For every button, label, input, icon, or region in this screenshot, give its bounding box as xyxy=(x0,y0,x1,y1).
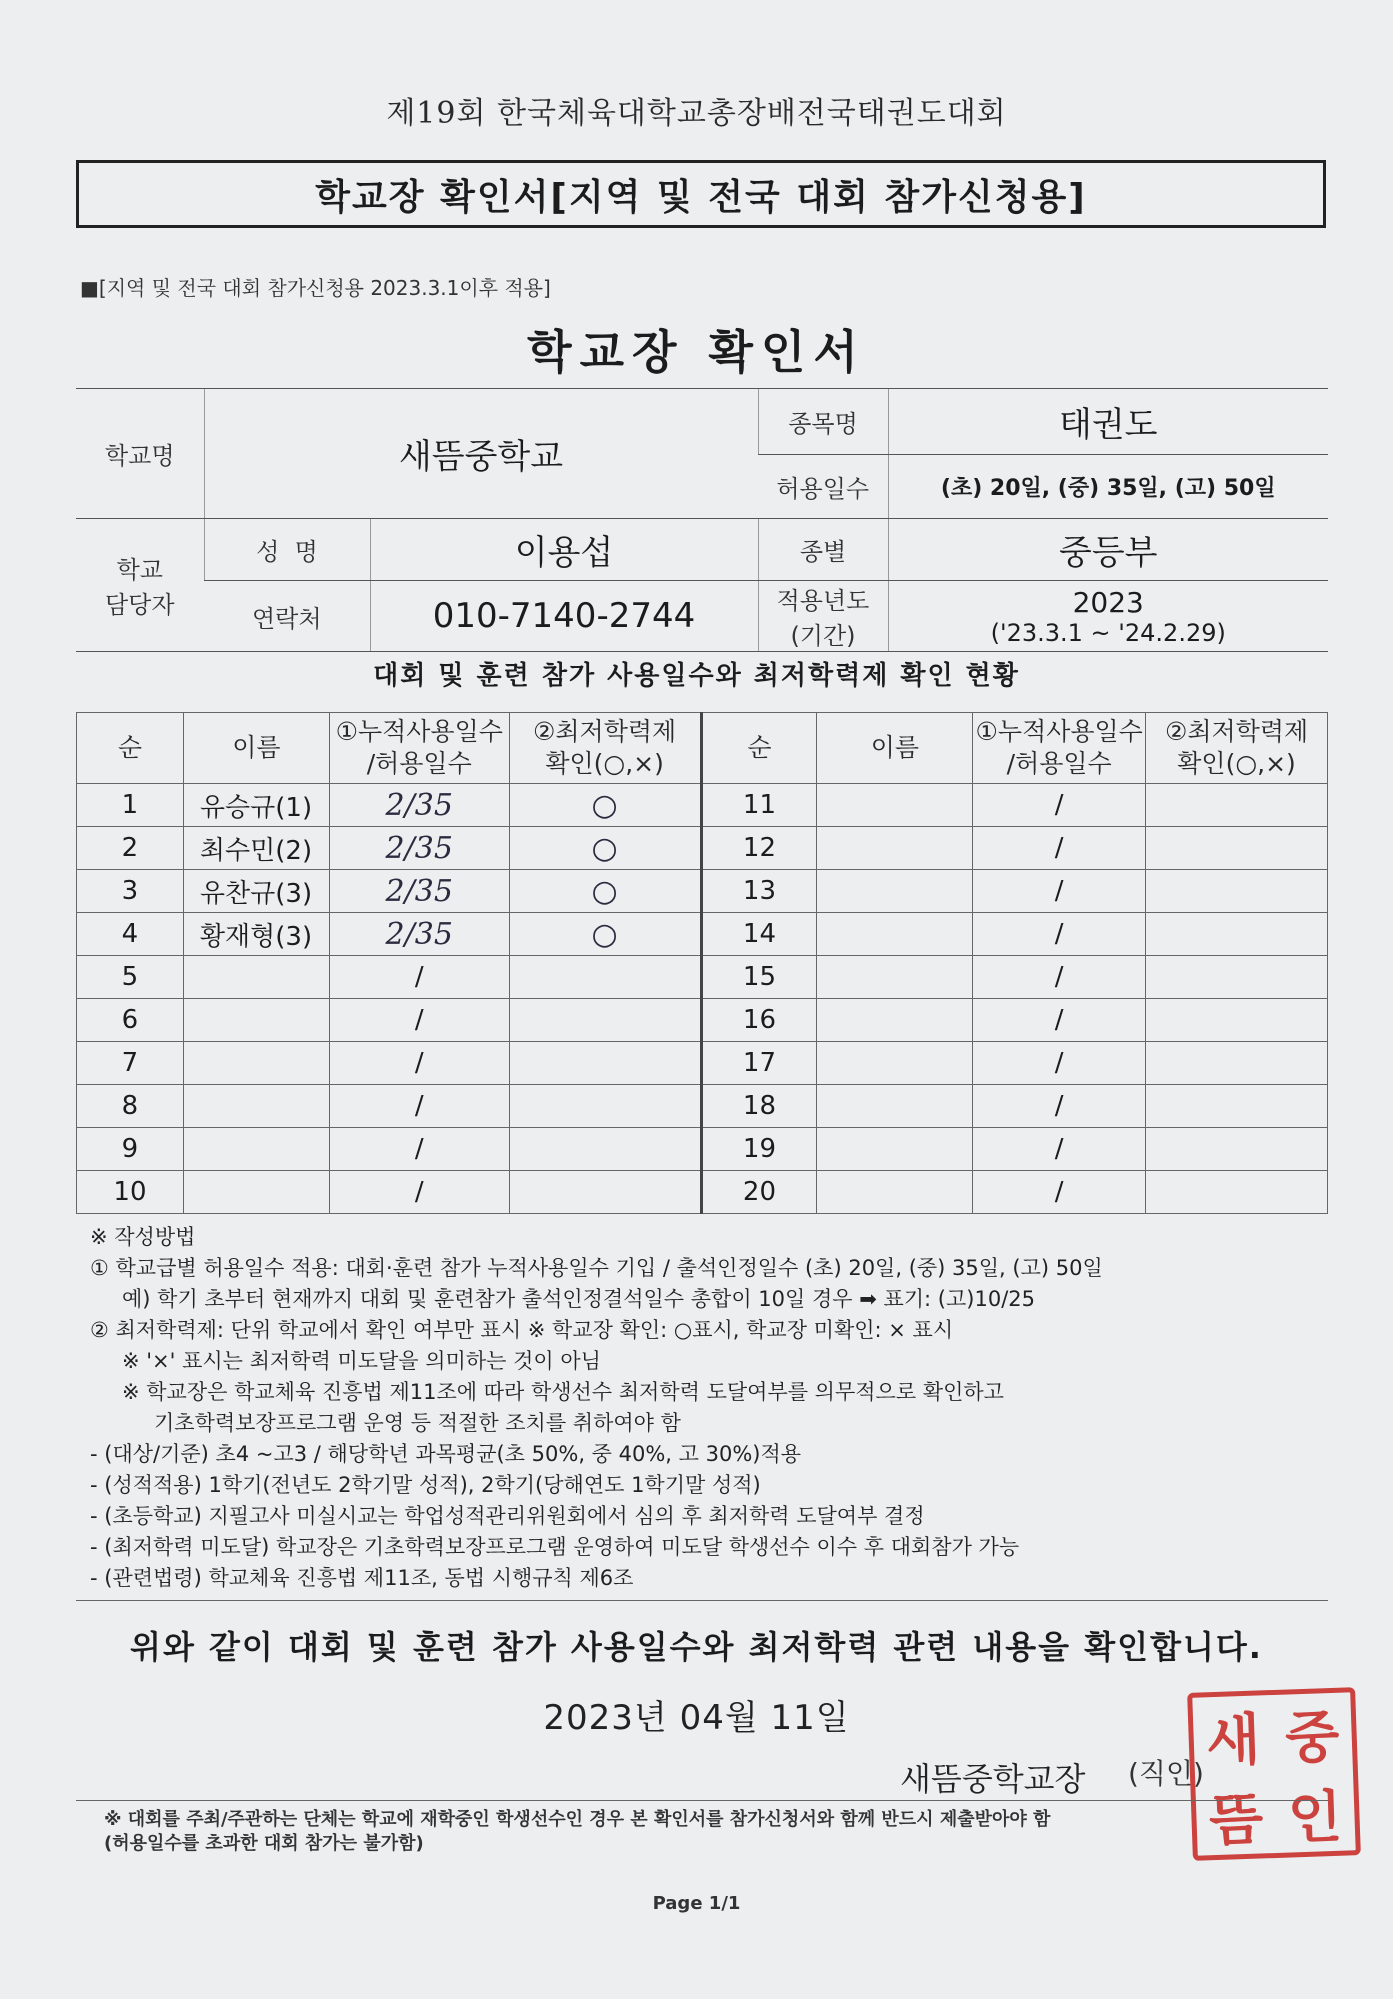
row-check xyxy=(509,1128,701,1171)
col-days-2-line1: ①누적사용일수 xyxy=(975,717,1143,746)
row-days-2: / xyxy=(973,1128,1146,1171)
division-label: 종별 xyxy=(758,519,888,581)
row-days-2: / xyxy=(973,1085,1146,1128)
row-check xyxy=(509,999,701,1042)
page-number: Page 1/1 xyxy=(652,1893,741,1914)
row-no: 10 xyxy=(77,1171,184,1214)
school-label: 학교명 xyxy=(76,389,204,519)
col-check-line1: ②최저학력제 xyxy=(533,717,677,746)
row-name xyxy=(183,1042,329,1085)
col-name: 이름 xyxy=(183,713,329,784)
info-table xyxy=(76,388,1328,652)
row-no-2: 14 xyxy=(701,913,817,956)
row-name-2 xyxy=(817,784,973,827)
col-check-2 xyxy=(1146,713,1328,784)
signature-date: 2023년 04월 11일 xyxy=(543,1698,850,1738)
row-name-2 xyxy=(817,1128,973,1171)
footnote xyxy=(104,1808,1334,1856)
col-days-2-line2: /허용일수 xyxy=(1006,749,1112,778)
row-check xyxy=(509,956,701,999)
row-check xyxy=(509,1042,701,1085)
applicability-note: ■[지역 및 전국 대회 참가신청용 2023.3.1이후 적용] xyxy=(80,276,551,300)
col-no-2: 순 xyxy=(701,713,817,784)
row-name xyxy=(183,999,329,1042)
table-row xyxy=(77,1085,1328,1128)
row-check xyxy=(509,1085,701,1128)
writing-method xyxy=(90,1222,1330,1594)
row-days: / xyxy=(329,1085,509,1128)
manager-label-line2: 담당자 xyxy=(104,591,175,619)
row-name-2 xyxy=(817,956,973,999)
row-no-2: 17 xyxy=(701,1042,817,1085)
row-days-2: / xyxy=(973,999,1146,1042)
row-days-2: / xyxy=(973,870,1146,913)
row-days: / xyxy=(329,999,509,1042)
seal-note: (직인) xyxy=(1128,1757,1204,1790)
table-row xyxy=(77,784,1328,827)
contact-label: 연락처 xyxy=(204,581,370,652)
manager-name: 이용섭 xyxy=(370,519,758,581)
year-label xyxy=(758,581,888,652)
method-line-7: - (대상/기준) 초4 ~고3 / 해당학년 과목평균(초 50%, 중 40%, 고 30%)적용 xyxy=(90,1442,802,1466)
row-no-2: 12 xyxy=(701,827,817,870)
row-check xyxy=(509,1171,701,1214)
row-no: 3 xyxy=(77,870,184,913)
method-line-3: ② 최저학력제: 단위 학교에서 확인 여부만 표시 ※ 학교장 확인: ○표시, 학교장 미확인: × 표시 xyxy=(90,1318,954,1342)
main-title: 학교장 확인서 xyxy=(527,325,866,379)
divider xyxy=(76,1600,1328,1601)
seal-char: 중 xyxy=(1284,1704,1341,1772)
row-no: 9 xyxy=(77,1128,184,1171)
row-no: 6 xyxy=(77,999,184,1042)
name-label: 성 명 xyxy=(204,519,370,581)
row-name-2 xyxy=(817,1042,973,1085)
allowed-days-value: (초) 20일, (중) 35일, (고) 50일 xyxy=(888,455,1328,519)
row-name xyxy=(183,1085,329,1128)
row-name-2 xyxy=(817,870,973,913)
row-check: ○ xyxy=(509,784,701,827)
row-no-2: 16 xyxy=(701,999,817,1042)
row-days: 2/35 xyxy=(329,827,509,870)
row-no-2: 13 xyxy=(701,870,817,913)
manager-label xyxy=(76,519,204,652)
row-check-2 xyxy=(1146,956,1328,999)
table-row xyxy=(77,1042,1328,1085)
table-row xyxy=(77,956,1328,999)
row-days: / xyxy=(329,956,509,999)
division-value: 중등부 xyxy=(888,519,1328,581)
usage-table xyxy=(76,712,1328,1214)
method-line-8: - (성적적용) 1학기(전년도 2학기말 성적), 2학기(당해연도 1학기말 성적) xyxy=(90,1473,761,1497)
row-days-2: / xyxy=(973,1171,1146,1214)
col-no: 순 xyxy=(77,713,184,784)
row-no: 7 xyxy=(77,1042,184,1085)
row-days: 2/35 xyxy=(329,870,509,913)
row-check-2 xyxy=(1146,784,1328,827)
col-name-2: 이름 xyxy=(817,713,973,784)
method-line-10: - (최저학력 미도달) 학교장은 기초학력보장프로그램 운영하여 미도달 학생선수 이수 후 대회참가 가능 xyxy=(90,1535,1020,1559)
row-check: ○ xyxy=(509,913,701,956)
row-no-2: 11 xyxy=(701,784,817,827)
row-no-2: 20 xyxy=(701,1171,817,1214)
row-days-2: / xyxy=(973,956,1146,999)
table-row xyxy=(77,1128,1328,1171)
col-days xyxy=(329,713,509,784)
row-no: 1 xyxy=(77,784,184,827)
row-no: 8 xyxy=(77,1085,184,1128)
row-name-2 xyxy=(817,913,973,956)
row-name-2 xyxy=(817,827,973,870)
row-name: 유승규(1) xyxy=(183,784,329,827)
col-check-line2: 확인(○,×) xyxy=(545,749,664,778)
table-row xyxy=(77,999,1328,1042)
row-check-2 xyxy=(1146,913,1328,956)
row-days: / xyxy=(329,1171,509,1214)
row-check-2 xyxy=(1146,827,1328,870)
contact-value: 010-7140-2744 xyxy=(370,581,758,652)
row-days: 2/35 xyxy=(329,913,509,956)
row-name: 유찬규(3) xyxy=(183,870,329,913)
row-no: 4 xyxy=(77,913,184,956)
footnote-line-1: ※ 대회를 주최/주관하는 단체는 학교에 재학중인 학생선수인 경우 본 확인서를 참가신청서와 함께 반드시 제출받아야 함 xyxy=(104,1809,1051,1830)
row-check: ○ xyxy=(509,870,701,913)
col-check xyxy=(509,713,701,784)
method-heading: ※ 작성방법 xyxy=(90,1225,196,1249)
footnote-line-2: (허용일수를 초과한 대회 참가는 불가함) xyxy=(104,1833,424,1854)
method-line-11: - (관련법령) 학교체육 진흥법 제11조, 동법 시행규칙 제6조 xyxy=(90,1566,634,1590)
row-name-2 xyxy=(817,1085,973,1128)
row-check-2 xyxy=(1146,1171,1328,1214)
row-days: 2/35 xyxy=(329,784,509,827)
col-days-line1: ①누적사용일수 xyxy=(335,717,503,746)
sport-label: 종목명 xyxy=(758,389,888,455)
method-line-6: 기초학력보장프로그램 운영 등 적절한 조치를 취하여야 함 xyxy=(154,1411,681,1435)
row-no: 2 xyxy=(77,827,184,870)
row-name: 황재형(3) xyxy=(183,913,329,956)
col-days-line2: /허용일수 xyxy=(366,749,472,778)
row-no: 5 xyxy=(77,956,184,999)
event-title: 제19회 한국체육대학교총장배전국태권도대회 xyxy=(386,96,1007,131)
divider xyxy=(76,1800,1328,1801)
col-check-2-line1: ②최저학력제 xyxy=(1164,717,1309,746)
method-line-1: ① 학교급별 허용일수 적용: 대회·훈련 참가 누적사용일수 기입 / 출석인정일수 (초) 20일, (중) 35일, (고) 50일 xyxy=(90,1256,1103,1280)
manager-label-line1: 학교 xyxy=(116,556,163,584)
row-check-2 xyxy=(1146,999,1328,1042)
method-line-2: 예) 학기 초부터 현재까지 대회 및 훈련참가 출석인정결석일수 총합이 10일 경우 ➡ 표기: (고)10/25 xyxy=(122,1287,1035,1311)
period-value: ('23.3.1 ~ '24.2.29) xyxy=(990,618,1226,647)
table-row xyxy=(77,1171,1328,1214)
row-days-2: / xyxy=(973,1042,1146,1085)
table-row xyxy=(77,827,1328,870)
sport-name: 태권도 xyxy=(888,389,1328,455)
year-cell xyxy=(888,581,1328,652)
row-days: / xyxy=(329,1042,509,1085)
form-title: 학교장 확인서[지역 및 전국 대회 참가신청용] xyxy=(315,176,1087,218)
row-name-2 xyxy=(817,1171,973,1214)
school-name: 새뜸중학교 xyxy=(204,389,758,519)
section-title: 대회 및 훈련 참가 사용일수와 최저학력제 확인 현황 xyxy=(373,661,1020,691)
col-days-2 xyxy=(973,713,1146,784)
principal-title: 새뜸중학교장 xyxy=(900,1760,1086,1798)
year-label-line2: (기간) xyxy=(790,622,856,650)
method-line-9: - (초등학교) 지필고사 미실시교는 학업성적관리위원회에서 심의 후 최저학력 도달여부 결정 xyxy=(90,1504,925,1528)
row-days: / xyxy=(329,1128,509,1171)
row-days-2: / xyxy=(973,784,1146,827)
form-title-box xyxy=(76,160,1326,228)
row-check-2 xyxy=(1146,1128,1328,1171)
allowed-days-label: 허용일수 xyxy=(758,455,888,519)
confirmation-statement: 위와 같이 대회 및 훈련 참가 사용일수와 최저학력 관련 내용을 확인합니다. xyxy=(130,1628,1263,1666)
row-name xyxy=(183,956,329,999)
row-check-2 xyxy=(1146,1085,1328,1128)
table-row xyxy=(77,913,1328,956)
row-check-2 xyxy=(1146,1042,1328,1085)
method-line-5: ※ 학교장은 학교체육 진흥법 제11조에 따라 학생선수 최저학력 도달여부를 의무적으로 확인하고 xyxy=(122,1380,1004,1404)
row-check: ○ xyxy=(509,827,701,870)
col-check-2-line2: 확인(○,×) xyxy=(1177,749,1296,778)
year-label-line1: 적용년도 xyxy=(776,587,870,615)
row-name xyxy=(183,1171,329,1214)
seal-char: 새 xyxy=(1205,1707,1262,1775)
row-no-2: 15 xyxy=(701,956,817,999)
table-row xyxy=(77,870,1328,913)
row-no-2: 18 xyxy=(701,1085,817,1128)
seal-char: 뜸 xyxy=(1207,1787,1265,1855)
method-line-4: ※ '×' 표시는 최저학력 미도달을 의미하는 것이 아님 xyxy=(122,1349,601,1373)
row-name xyxy=(183,1128,329,1171)
row-check-2 xyxy=(1146,870,1328,913)
row-name-2 xyxy=(817,999,973,1042)
row-days-2: / xyxy=(973,913,1146,956)
row-name: 최수민(2) xyxy=(183,827,329,870)
row-days-2: / xyxy=(973,827,1146,870)
year-value: 2023 xyxy=(1072,585,1144,619)
table-header-row xyxy=(77,713,1328,784)
row-no-2: 19 xyxy=(701,1128,817,1171)
seal-char: 인 xyxy=(1286,1784,1344,1852)
